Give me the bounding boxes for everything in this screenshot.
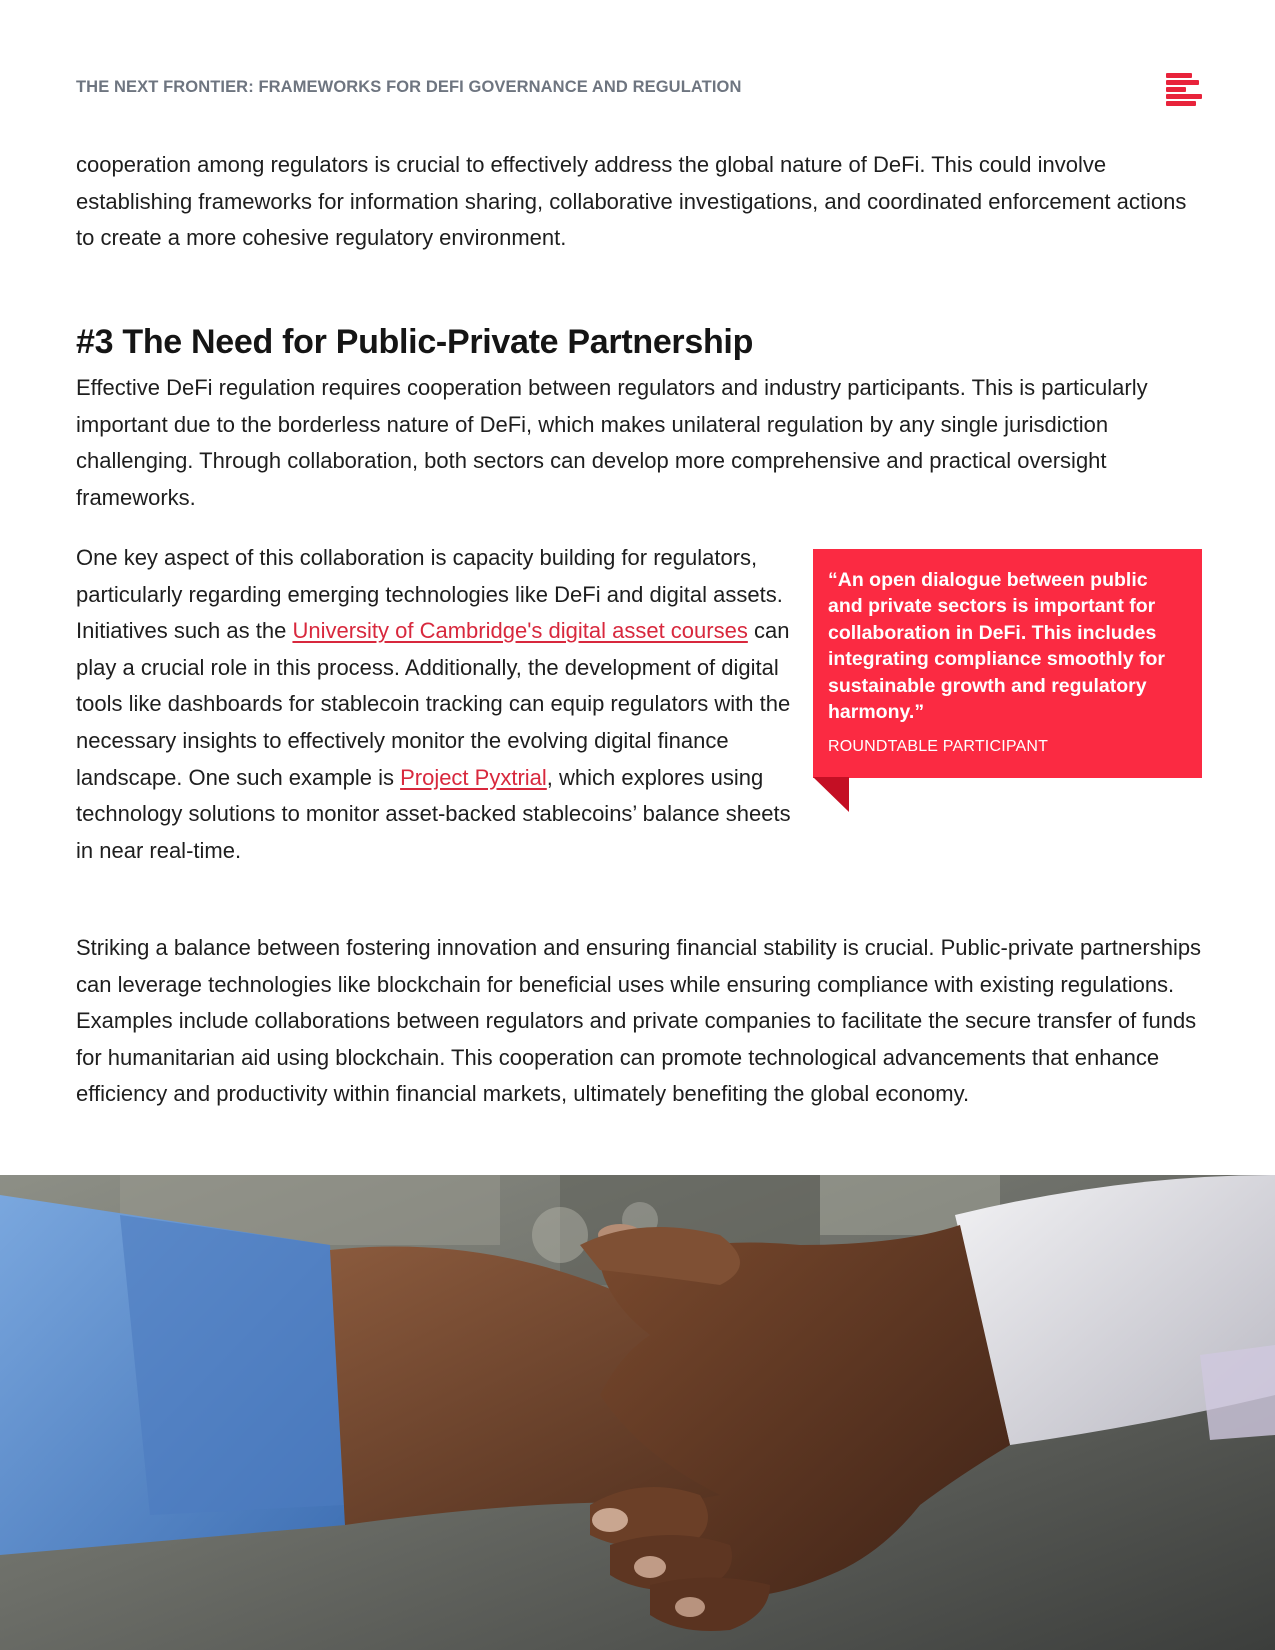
project-pyxtrial-link[interactable]: Project Pyxtrial <box>400 764 547 790</box>
pull-quote-attribution: ROUNDTABLE PARTICIPANT <box>828 738 1049 756</box>
pull-quote-tail <box>813 777 849 812</box>
handshake-photo <box>0 1175 1275 1650</box>
paragraph-balance: Striking a balance between fostering innovation and ensuring financial stability is crucial. Public-private partnerships can leverage technologies like blockchain for beneficial uses while ensuring compliance with existing regulations. Examples include collaborations between regulators and private companies to facilitate the secure transfer of funds for humanitarian aid using blockchain. This cooperation can promote technological advancements that enhance efficiency and productivity within financial markets, ultimately benefiting the global economy. <box>76 935 1202 1107</box>
paragraph-intro: cooperation among regulators is crucial to effectively address the global nature of DeFi. This could involve establishing frameworks for information sharing, collaborative investigations, and coordinated enforcement actions to create a more cohesive regulatory environment. <box>76 152 1187 251</box>
running-header: THE NEXT FRONTIER: FRAMEWORKS FOR DEFI GOVERNANCE AND REGULATION <box>76 78 742 96</box>
paragraph-text: , which explores using technology solutions to monitor asset-backed stablecoins’ balance sheets in near real-time. <box>76 764 791 863</box>
pull-quote <box>813 549 1202 778</box>
paragraph-capacity-building <box>76 540 796 869</box>
cambridge-courses-link[interactable]: University of Cambridge's digital asset courses <box>292 618 748 644</box>
paragraph-partnership: Effective DeFi regulation requires cooperation between regulators and industry participants. This is particularly important due to the borderless nature of DeFi, which makes unilateral regulation by any single jurisdiction challenging. Through collaboration, both sectors can develop more comprehensive and practical oversight frameworks. <box>76 375 1148 510</box>
section-heading: #3 The Need for Public-Private Partnership <box>76 323 754 361</box>
paragraph-text: can play a crucial role in this process. Additionally, the development of digital tools like dashboards for stablecoin tracking can equip regulators with the necessary insights to effectively monitor the evolving digital finance landscape. One such example is <box>76 618 791 790</box>
stacked-bars-logo-icon <box>1166 73 1202 107</box>
paragraph-text: One key aspect of this collaboration is capacity building for regulators, particularly regarding emerging technologies like DeFi and digital assets. Initiatives such as the <box>76 545 783 644</box>
pull-quote-text: “An open dialogue between public and private sectors is important for collaboration in DeFi. This includes integrating compliance smoothly for sustainable growth and regulatory harmony.” <box>828 569 1165 724</box>
